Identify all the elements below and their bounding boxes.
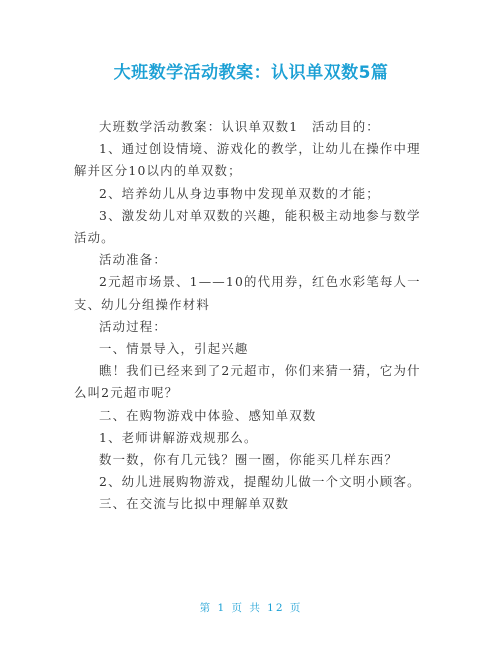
paragraph: 一、情景导入，引起兴趣 <box>99 341 249 357</box>
document-title: 大班数学活动教案：认识单双数5篇 <box>113 63 389 83</box>
paragraph: 1、老师讲解游戏规那么。 <box>99 429 258 445</box>
paragraph: 3、激发幼儿对单双数的兴趣，能积极主动地参与数学活动。 <box>74 207 421 246</box>
paragraph: 活动过程： <box>99 318 167 334</box>
paragraph: 活动准备： <box>99 252 167 268</box>
paragraph: 二、在购物游戏中体验、感知单双数 <box>99 407 317 423</box>
paragraph: 1、通过创设情境、游戏化的教学，让幼儿在操作中理解并区分10以内的单双数； <box>74 141 421 179</box>
paragraph: 2、幼儿进展购物游戏，提醒幼儿做一个文明小顾客。 <box>99 474 421 490</box>
page-number-footer: 第 1 页 共 12 页 <box>199 602 303 614</box>
paragraph: 大班数学活动教案：认识单双数1 活动目的： <box>99 119 380 134</box>
paragraph: 数一数，你有几元钱？圈一圈，你能买几样东西？ <box>99 452 398 468</box>
paragraph: 2元超市场景、1——10的代用券，红色水彩笔每人一支、幼儿分组操作材料 <box>74 274 421 312</box>
paragraph: 瞧！我们已经来到了2元超市，你们来猜一猜，它为什么叫2元超市呢？ <box>74 363 421 401</box>
paragraph: 三、在交流与比拟中理解单双数 <box>99 496 290 512</box>
paragraph: 2、培养幼儿从身边事物中发现单双数的才能； <box>99 185 380 201</box>
document-body <box>74 116 432 516</box>
